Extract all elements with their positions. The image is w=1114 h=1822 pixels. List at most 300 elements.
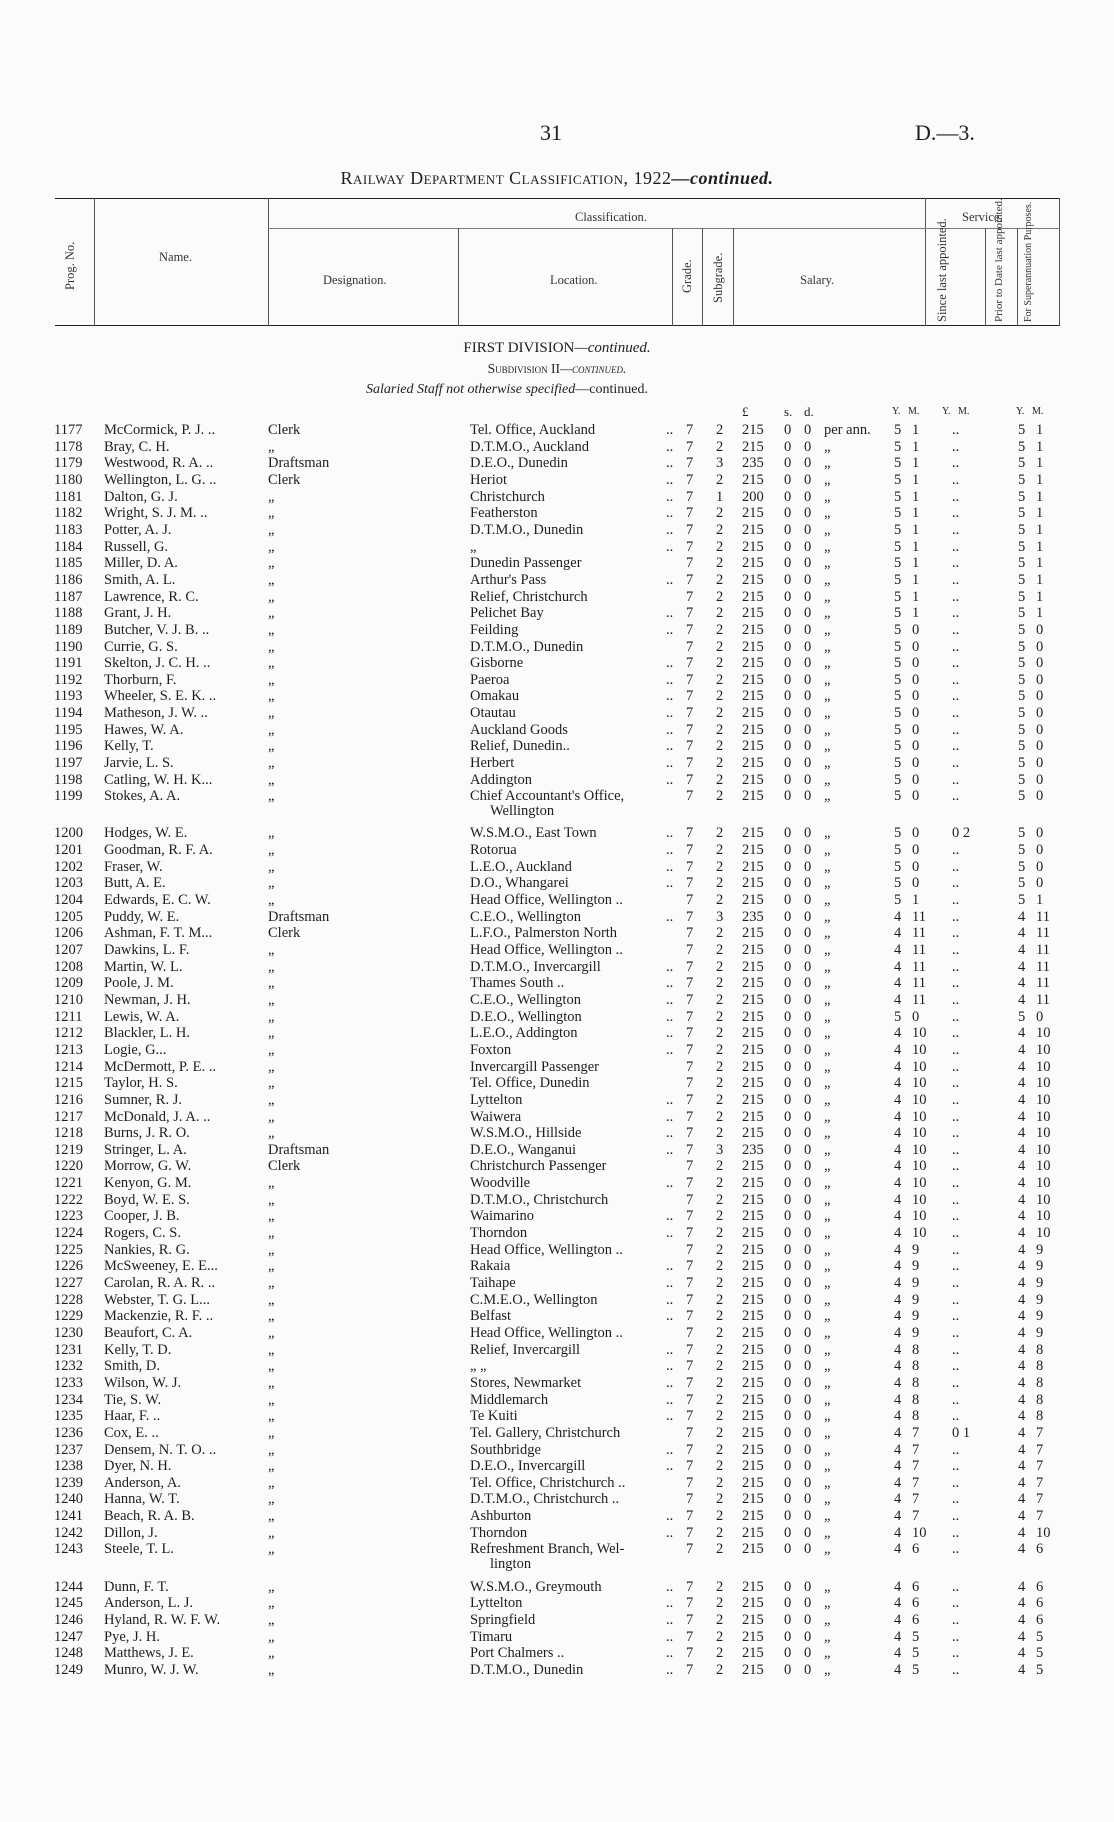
prior-service: .. (952, 471, 960, 488)
prog-number: 1191 (54, 655, 83, 672)
subgrade: 3 (716, 455, 724, 472)
superannuation-months: 1 (1036, 605, 1044, 622)
designation: „ (268, 842, 275, 859)
superannuation-months: 5 (1036, 1661, 1044, 1678)
location: Featherston (470, 505, 538, 522)
salary-shillings: 0 (784, 1374, 792, 1391)
leader-dots: .. (666, 1391, 674, 1408)
subgrade: 2 (716, 1208, 724, 1225)
subgrade: 2 (716, 942, 724, 958)
superannuation-months: 1 (1036, 521, 1044, 538)
salary-period: „ (824, 688, 831, 705)
header-superannuation: For Superannuation Purposes. (1023, 201, 1034, 322)
salary-pounds: 215 (742, 1358, 764, 1375)
designation: „ (268, 688, 275, 705)
grade: 7 (686, 771, 694, 788)
since-last-years: 5 (894, 892, 902, 908)
subgrade: 2 (716, 1508, 724, 1525)
salary-period: „ (824, 958, 831, 975)
since-last-years: 5 (894, 738, 902, 755)
since-last-years: 4 (894, 1241, 902, 1258)
staff-heading (0, 382, 1064, 398)
table-row (0, 1508, 1114, 1524)
subgrade: 2 (716, 1578, 724, 1595)
designation: „ (268, 788, 275, 805)
salary-shillings: 0 (784, 671, 792, 688)
salary-pounds: 215 (742, 471, 764, 488)
superannuation-years: 4 (1018, 908, 1026, 925)
salary-pounds: 215 (742, 721, 764, 738)
prior-service: .. (952, 422, 960, 438)
designation: „ (268, 1275, 275, 1291)
prog-number: 1192 (54, 671, 83, 688)
salary-pounds: 215 (742, 1275, 764, 1291)
location: D.E.O., Wanganui (470, 1141, 577, 1158)
salary-pence: 0 (804, 1408, 812, 1425)
grade: 7 (686, 1578, 694, 1595)
table-row (0, 555, 1114, 571)
salary-period: „ (824, 1291, 831, 1308)
location: Invercargill Passenger (470, 1058, 599, 1075)
prog-number: 1242 (54, 1524, 83, 1541)
location: Port Chalmers .. (470, 1645, 565, 1662)
staff-name: Burns, J. R. O. (104, 1125, 190, 1142)
table-row (0, 422, 1114, 438)
salary-shillings: 0 (784, 842, 792, 859)
since-last-years: 4 (894, 908, 902, 925)
salary-pence: 0 (804, 842, 812, 859)
salary-pence: 0 (804, 1541, 812, 1558)
subgrade: 3 (716, 1141, 724, 1158)
salary-pounds: 215 (742, 1025, 764, 1042)
prog-number: 1207 (54, 942, 83, 958)
table-row (0, 505, 1114, 521)
salary-shillings: 0 (784, 771, 792, 788)
staff-name: Smith, A. L. (104, 571, 176, 588)
grade: 7 (686, 488, 694, 505)
salary-shillings: 0 (784, 605, 792, 622)
salary-period: „ (824, 1474, 831, 1491)
staff-name: Hyland, R. W. F. W. (104, 1611, 221, 1628)
salary-period: „ (824, 1661, 831, 1678)
leader-dots: .. (666, 975, 674, 992)
table-row (0, 655, 1114, 671)
salary-shillings: 0 (784, 1628, 792, 1645)
superannuation-years: 4 (1018, 1225, 1026, 1241)
location: Lyttelton (470, 1595, 523, 1612)
designation: Clerk (268, 925, 301, 942)
leader-dots: .. (666, 521, 674, 538)
subgrade: 2 (716, 1661, 724, 1678)
superannuation-years: 4 (1018, 1341, 1026, 1358)
designation: „ (268, 1358, 275, 1375)
salary-pence: 0 (804, 1025, 812, 1042)
salary-shillings: 0 (784, 1175, 792, 1192)
salary-pounds: 215 (742, 1341, 764, 1358)
staff-name: Carolan, R. A. R. .. (104, 1275, 216, 1291)
salary-shillings: 0 (784, 422, 792, 438)
since-last-years: 4 (894, 1374, 902, 1391)
staff-name: McDonald, J. A. .. (104, 1108, 211, 1125)
location: D.T.M.O., Christchurch .. (470, 1491, 620, 1508)
table-row (0, 1275, 1114, 1291)
superannuation-months: 10 (1036, 1191, 1051, 1208)
staff-name: Wright, S. J. M. .. (104, 505, 208, 522)
designation: „ (268, 1441, 275, 1458)
leader-dots: .. (666, 705, 674, 722)
salary-pence: 0 (804, 621, 812, 638)
prior-service: .. (952, 892, 960, 908)
prior-service: .. (952, 1225, 960, 1241)
table-row (0, 1125, 1114, 1141)
since-last-months: 11 (912, 991, 926, 1008)
prog-number: 1239 (54, 1474, 83, 1491)
prog-number: 1213 (54, 1041, 83, 1058)
since-last-months: 11 (912, 942, 926, 958)
grade: 7 (686, 1041, 694, 1058)
leader-dots: .. (666, 471, 674, 488)
location: Woodville (470, 1175, 531, 1192)
superannuation-months: 8 (1036, 1341, 1044, 1358)
staff-name: Sumner, R. J. (104, 1091, 182, 1108)
designation: „ (268, 1241, 275, 1258)
header-prog-no: Prog. No. (63, 241, 77, 290)
document-reference: D.—3. (915, 120, 975, 145)
grade: 7 (686, 588, 694, 605)
salary-shillings: 0 (784, 588, 792, 605)
table-row (0, 942, 1114, 958)
salary-shillings: 0 (784, 925, 792, 942)
salary-pence: 0 (804, 521, 812, 538)
designation: „ (268, 1008, 275, 1025)
since-last-months: 6 (912, 1541, 920, 1558)
location: Rotorua (470, 842, 517, 859)
grade: 7 (686, 1524, 694, 1541)
prior-service: .. (952, 858, 960, 875)
superannuation-years: 4 (1018, 1645, 1026, 1662)
subgrade: 2 (716, 688, 724, 705)
salary-shillings: 0 (784, 705, 792, 722)
prior-service: .. (952, 688, 960, 705)
salary-pence: 0 (804, 505, 812, 522)
grade: 7 (686, 605, 694, 622)
salary-period: „ (824, 1075, 831, 1092)
grade: 7 (686, 1225, 694, 1241)
grade: 7 (686, 908, 694, 925)
salary-shillings: 0 (784, 908, 792, 925)
superannuation-years: 4 (1018, 1158, 1026, 1175)
salary-period: „ (824, 1595, 831, 1612)
location: Lyttelton (470, 1091, 523, 1108)
location: Tel. Office, Dunedin (470, 1075, 590, 1092)
salary-shillings: 0 (784, 1225, 792, 1241)
salary-shillings: 0 (784, 875, 792, 892)
leader-dots: .. (666, 1308, 674, 1325)
table-row (0, 859, 1114, 875)
table-row (0, 589, 1114, 605)
location: C.M.E.O., Wellington (470, 1291, 598, 1308)
designation: „ (268, 1125, 275, 1142)
prog-number: 1188 (54, 605, 83, 622)
superannuation-months: 10 (1036, 1075, 1051, 1092)
location: Tel. Office, Christchurch .. (470, 1474, 626, 1491)
salary-shillings: 0 (784, 721, 792, 738)
designation: „ (268, 1508, 275, 1525)
salary-pounds: 215 (742, 1041, 764, 1058)
superannuation-years: 4 (1018, 1474, 1026, 1491)
designation: „ (268, 892, 275, 908)
superannuation-months: 0 (1036, 688, 1044, 705)
designation: „ (268, 1524, 275, 1541)
subgrade: 2 (716, 1308, 724, 1325)
since-last-years: 4 (894, 1025, 902, 1042)
leader-dots: .. (666, 1595, 674, 1612)
subgrade: 2 (716, 1541, 724, 1558)
since-last-months: 1 (912, 422, 920, 438)
subgrade: 2 (716, 958, 724, 975)
grade: 7 (686, 571, 694, 588)
staff-name: Hanna, W. T. (104, 1491, 180, 1508)
salary-period: „ (824, 1508, 831, 1525)
subgrade: 2 (716, 771, 724, 788)
table-row (0, 1075, 1114, 1091)
since-last-years: 4 (894, 942, 902, 958)
subgrade: 2 (716, 892, 724, 908)
prog-number: 1186 (54, 571, 83, 588)
table-row (0, 522, 1114, 538)
table-row (0, 605, 1114, 621)
salary-pence: 0 (804, 688, 812, 705)
staff-name: Taylor, H. S. (104, 1075, 178, 1092)
salary-pence: 0 (804, 422, 812, 438)
superannuation-years: 5 (1018, 538, 1026, 555)
superannuation-years: 5 (1018, 755, 1026, 771)
prior-service: .. (952, 1175, 960, 1192)
salary-period: „ (824, 1141, 831, 1158)
since-last-months: 1 (912, 571, 920, 588)
salary-period: „ (824, 521, 831, 538)
staff-name: Martin, W. L. (104, 958, 183, 975)
since-last-years: 4 (894, 1595, 902, 1612)
designation: „ (268, 438, 275, 455)
salary-pence: 0 (804, 1341, 812, 1358)
since-last-months: 10 (912, 1141, 927, 1158)
designation: „ (268, 1091, 275, 1108)
salary-pence: 0 (804, 1141, 812, 1158)
grade: 7 (686, 1491, 694, 1508)
since-last-years: 5 (894, 488, 902, 505)
salary-pence: 0 (804, 1158, 812, 1175)
leader-dots: .. (666, 842, 674, 859)
superannuation-months: 0 (1036, 738, 1044, 755)
subgrade: 2 (716, 571, 724, 588)
since-last-years: 4 (894, 1208, 902, 1225)
grade: 7 (686, 1474, 694, 1491)
superannuation-years: 4 (1018, 1141, 1026, 1158)
superannuation-months: 1 (1036, 505, 1044, 522)
salary-pence: 0 (804, 908, 812, 925)
since-last-years: 4 (894, 991, 902, 1008)
location-continuation: Wellington (490, 802, 555, 819)
prog-number: 1197 (54, 755, 83, 771)
table-row (0, 755, 1114, 771)
superannuation-months: 11 (1036, 908, 1050, 925)
salary-pounds: 215 (742, 605, 764, 622)
location: Ashburton (470, 1508, 532, 1525)
table-row (0, 1375, 1114, 1391)
salary-pounds: 215 (742, 975, 764, 992)
since-last-months: 10 (912, 1225, 927, 1241)
staff-name: Matheson, J. W. .. (104, 705, 208, 722)
superannuation-months: 10 (1036, 1175, 1051, 1192)
salary-pence: 0 (804, 1208, 812, 1225)
grade: 7 (686, 1158, 694, 1175)
table-row (0, 1408, 1114, 1424)
since-last-months: 0 (912, 771, 920, 788)
salary-period: „ (824, 555, 831, 572)
staff-name: Densem, N. T. O. .. (104, 1441, 217, 1458)
salary-period: „ (824, 1324, 831, 1341)
prior-service: .. (952, 621, 960, 638)
prior-service: .. (952, 925, 960, 942)
table-row (0, 1425, 1114, 1441)
superannuation-years: 4 (1018, 1578, 1026, 1595)
location: Waimarino (470, 1208, 535, 1225)
leader-dots: .. (666, 455, 674, 472)
location: D.E.O., Wellington (470, 1008, 582, 1025)
grade: 7 (686, 1275, 694, 1291)
leader-dots: .. (666, 991, 674, 1008)
designation: „ (268, 1075, 275, 1092)
table-row (0, 1442, 1114, 1458)
salary-pence: 0 (804, 1645, 812, 1662)
subgrade: 2 (716, 1491, 724, 1508)
location: D.E.O., Dunedin (470, 455, 568, 472)
since-last-years: 5 (894, 505, 902, 522)
leader-dots: .. (666, 621, 674, 638)
salary-period: „ (824, 991, 831, 1008)
superannuation-months: 10 (1036, 1091, 1051, 1108)
salary-shillings: 0 (784, 1291, 792, 1308)
since-last-months: 10 (912, 1125, 927, 1142)
since-last-years: 5 (894, 438, 902, 455)
salary-shillings: 0 (784, 1645, 792, 1662)
table-row (0, 1208, 1114, 1224)
since-last-years: 5 (894, 705, 902, 722)
subgrade: 2 (716, 858, 724, 875)
prog-number: 1218 (54, 1125, 83, 1142)
table-row (0, 975, 1114, 991)
leader-dots: .. (666, 1508, 674, 1525)
table-row (0, 1175, 1114, 1191)
prog-number: 1235 (54, 1408, 83, 1425)
staff-name: Kelly, T. D. (104, 1341, 172, 1358)
designation: „ (268, 1225, 275, 1241)
prior-service: .. (952, 705, 960, 722)
page-number: 31 (540, 120, 562, 145)
prior-service: .. (952, 1645, 960, 1662)
superannuation-years: 4 (1018, 1491, 1026, 1508)
header-subgrade: Subgrade. (711, 252, 725, 303)
superannuation-months: 8 (1036, 1408, 1044, 1425)
since-last-months: 7 (912, 1508, 920, 1525)
staff-name: Dunn, F. T. (104, 1578, 169, 1595)
staff-continued: —continued. (575, 382, 648, 397)
salary-pounds: 215 (742, 1508, 764, 1525)
prior-service: .. (952, 1611, 960, 1628)
since-last-years: 4 (894, 1308, 902, 1325)
table-row (0, 875, 1114, 891)
salary-pounds: 215 (742, 688, 764, 705)
superannuation-years: 4 (1018, 1291, 1026, 1308)
designation: „ (268, 1058, 275, 1075)
since-last-months: 0 (912, 858, 920, 875)
salary-period: „ (824, 471, 831, 488)
superannuation-years: 4 (1018, 1075, 1026, 1092)
subgrade: 2 (716, 438, 724, 455)
designation: „ (268, 605, 275, 622)
salary-pence: 0 (804, 1108, 812, 1125)
location: Refreshment Branch, Wel- (470, 1541, 625, 1558)
staff-name: Stringer, L. A. (104, 1141, 187, 1158)
salary-pounds: 215 (742, 1058, 764, 1075)
table-row (0, 1579, 1114, 1595)
superannuation-years: 5 (1018, 892, 1026, 908)
since-last-months: 1 (912, 505, 920, 522)
salary-shillings: 0 (784, 1058, 792, 1075)
grade: 7 (686, 1645, 694, 1662)
prog-number: 1177 (54, 422, 83, 438)
since-last-years: 4 (894, 1041, 902, 1058)
table-row (0, 439, 1114, 455)
leader-dots: .. (666, 858, 674, 875)
staff-name: Poole, J. M. (104, 975, 174, 992)
leader-dots: .. (666, 1141, 674, 1158)
salary-shillings: 0 (784, 738, 792, 755)
location: Middlemarch (470, 1391, 549, 1408)
salary-pounds: 215 (742, 621, 764, 638)
subgrade: 2 (716, 1524, 724, 1541)
salary-shillings: 0 (784, 638, 792, 655)
table-row (0, 489, 1114, 505)
table-row (0, 738, 1114, 754)
prior-service: .. (952, 455, 960, 472)
designation: „ (268, 771, 275, 788)
staff-name: Stokes, A. A. (104, 788, 181, 805)
designation: „ (268, 1408, 275, 1425)
salary-period: „ (824, 892, 831, 908)
staff-name: Newman, J. H. (104, 991, 191, 1008)
salary-period: „ (824, 1578, 831, 1595)
superannuation-years: 4 (1018, 1091, 1026, 1108)
salary-pounds: 215 (742, 1524, 764, 1541)
salary-pence: 0 (804, 825, 812, 842)
salary-pounds: 215 (742, 1441, 764, 1458)
prior-service: .. (952, 738, 960, 755)
prog-number: 1204 (54, 892, 83, 908)
staff-name: Webster, T. G. L... (104, 1291, 211, 1308)
grade: 7 (686, 942, 694, 958)
salary-pence: 0 (804, 1628, 812, 1645)
salary-pence: 0 (804, 605, 812, 622)
superannuation-months: 7 (1036, 1491, 1044, 1508)
salary-period: „ (824, 1524, 831, 1541)
since-last-years: 4 (894, 1324, 902, 1341)
since-last-months: 0 (912, 788, 920, 805)
since-last-months: 1 (912, 488, 920, 505)
table-row (0, 1009, 1114, 1025)
prior-service: .. (952, 438, 960, 455)
